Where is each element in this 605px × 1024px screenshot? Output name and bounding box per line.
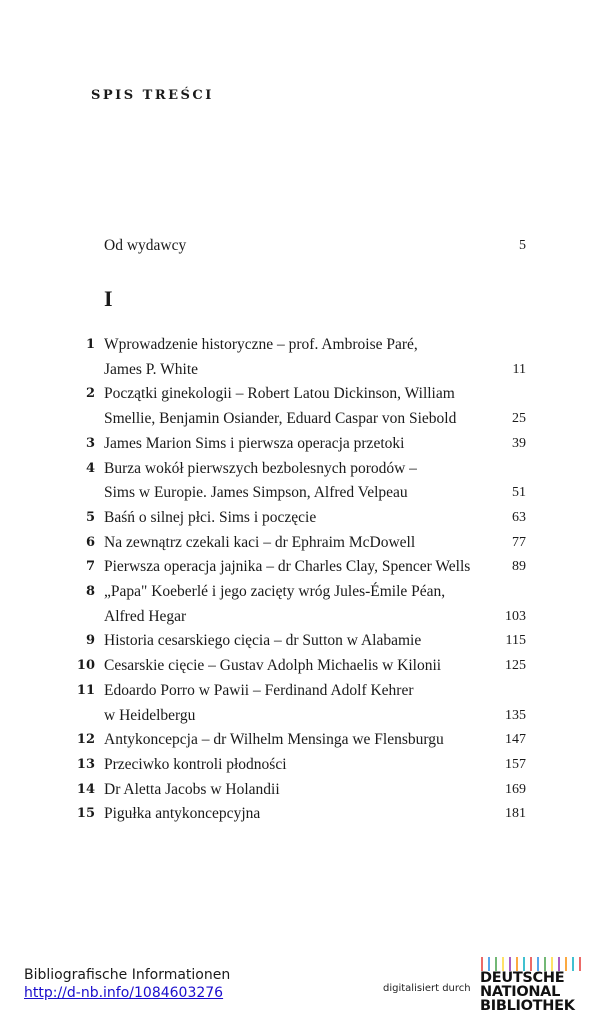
toc-line	[0, 704, 605, 728]
part-numeral: I	[104, 286, 113, 311]
chapter-page: 89	[512, 559, 526, 575]
chapter-number: 5	[85, 509, 95, 525]
dnb-logo-word-1: DEUTSCHE	[480, 970, 565, 986]
dnb-logo-word-3: BIBLIOTHEK	[480, 998, 575, 1014]
toc-line	[0, 629, 605, 653]
chapter-title: w Heidelbergu	[104, 706, 196, 724]
chapter-title: Przeciwko kontroli płodności	[104, 755, 287, 773]
chapter-page: 25	[512, 411, 526, 427]
chapter-page: 11	[512, 361, 526, 377]
chapter-title: „Papa" Koeberlé i jego zacięty wróg Jules-Émile Péan,	[104, 583, 446, 600]
dnb-logo	[476, 957, 586, 1024]
chapter-page: 169	[505, 781, 526, 797]
chapter-number: 4	[85, 460, 95, 476]
chapter-page: 115	[505, 633, 526, 649]
chapter-title: Antykoncepcja – dr Wilhelm Mensinga we Flensburgu	[104, 731, 444, 749]
chapter-title: Historia cesarskiego cięcia – dr Sutton w Alabamie	[104, 632, 422, 650]
chapter-title: Pierwsza operacja jajnika – dr Charles Clay, Spencer Wells	[104, 558, 471, 576]
chapter-title: Edoardo Porro w Pawii – Ferdinand Adolf Kehrer	[104, 681, 414, 699]
toc-line	[0, 778, 605, 802]
chapter-page: 157	[505, 756, 526, 772]
chapter-title: Alfred Hegar	[104, 607, 187, 625]
toc-line	[0, 358, 605, 382]
toc-line	[0, 382, 605, 406]
chapter-page: 125	[505, 658, 526, 674]
chapter-number: 10	[76, 658, 95, 674]
toc-line	[0, 432, 605, 456]
toc-line	[0, 407, 605, 431]
bibliographic-info-link[interactable]: http://d-nb.info/1084603276	[24, 985, 224, 1001]
toc-line	[0, 605, 605, 629]
chapter-page: 181	[505, 806, 526, 822]
chapter-title: Burza wokół pierwszych bezbolesnych porodów –	[104, 459, 417, 477]
chapter-title: Baśń o silnej płci. Sims i poczęcie	[104, 508, 317, 526]
chapter-title: Wprowadzenie historyczne – prof. Ambroise Paré,	[104, 336, 418, 353]
chapter-title: James Marion Sims i pierwsza operacja przetoki	[104, 434, 405, 452]
chapter-number: 8	[85, 584, 95, 599]
chapter-number: 6	[85, 534, 95, 550]
toc-line	[0, 457, 605, 481]
chapter-title: James P. White	[104, 360, 198, 378]
chapter-number: 11	[76, 682, 95, 698]
chapter-number: 1	[85, 337, 95, 352]
toc-line	[0, 654, 605, 678]
toc-line	[0, 728, 605, 752]
chapter-number: 14	[76, 781, 95, 797]
toc-line	[0, 555, 605, 579]
chapter-page: 39	[512, 435, 526, 451]
chapter-page: 51	[512, 485, 526, 501]
chapter-page: 77	[512, 534, 526, 550]
toc-line	[0, 753, 605, 777]
digitized-by-label: digitalisiert durch	[383, 983, 471, 994]
toc-line	[0, 679, 605, 703]
chapter-page: 63	[512, 509, 526, 525]
toc-line	[0, 531, 605, 555]
chapter-title: Pigułka antykoncepcyjna	[104, 805, 261, 823]
bibliographic-info-label: Bibliografische Informationen	[24, 967, 231, 983]
chapter-number: 9	[85, 633, 95, 649]
chapter-number: 13	[76, 756, 95, 772]
chapter-title: Początki ginekologii – Robert Latou Dickinson, William	[104, 385, 455, 403]
dnb-logo-word-2: NATIONAL	[480, 984, 561, 1000]
chapter-page: 135	[505, 707, 526, 723]
toc-line	[0, 506, 605, 530]
toc-line	[0, 580, 605, 604]
chapter-title: Smellie, Benjamin Osiander, Eduard Caspar von Siebold	[104, 410, 457, 428]
chapter-title: Dr Aletta Jacobs w Holandii	[104, 780, 280, 798]
chapter-title: Na zewnątrz czekali kaci – dr Ephraim McDowell	[104, 533, 416, 551]
chapter-number: 2	[85, 386, 95, 402]
chapter-page: 103	[505, 608, 526, 624]
preface-label: Od wydawcy	[104, 237, 187, 254]
bibliographic-info	[24, 966, 230, 1002]
chapter-page: 147	[505, 732, 526, 748]
toc-heading: SPIS TREŚCI	[91, 88, 214, 103]
chapter-number: 12	[76, 732, 95, 748]
chapter-title: Sims w Europie. James Simpson, Alfred Velpeau	[104, 484, 408, 502]
toc-line	[0, 481, 605, 505]
chapter-number: 7	[85, 559, 95, 575]
toc-line	[0, 802, 605, 826]
chapter-number: 15	[76, 806, 95, 822]
chapter-number: 3	[85, 435, 95, 451]
toc-line	[0, 333, 605, 357]
chapter-title: Cesarskie cięcie – Gustav Adolph Michaelis w Kilonii	[104, 657, 442, 675]
preface-page: 5	[519, 238, 526, 253]
